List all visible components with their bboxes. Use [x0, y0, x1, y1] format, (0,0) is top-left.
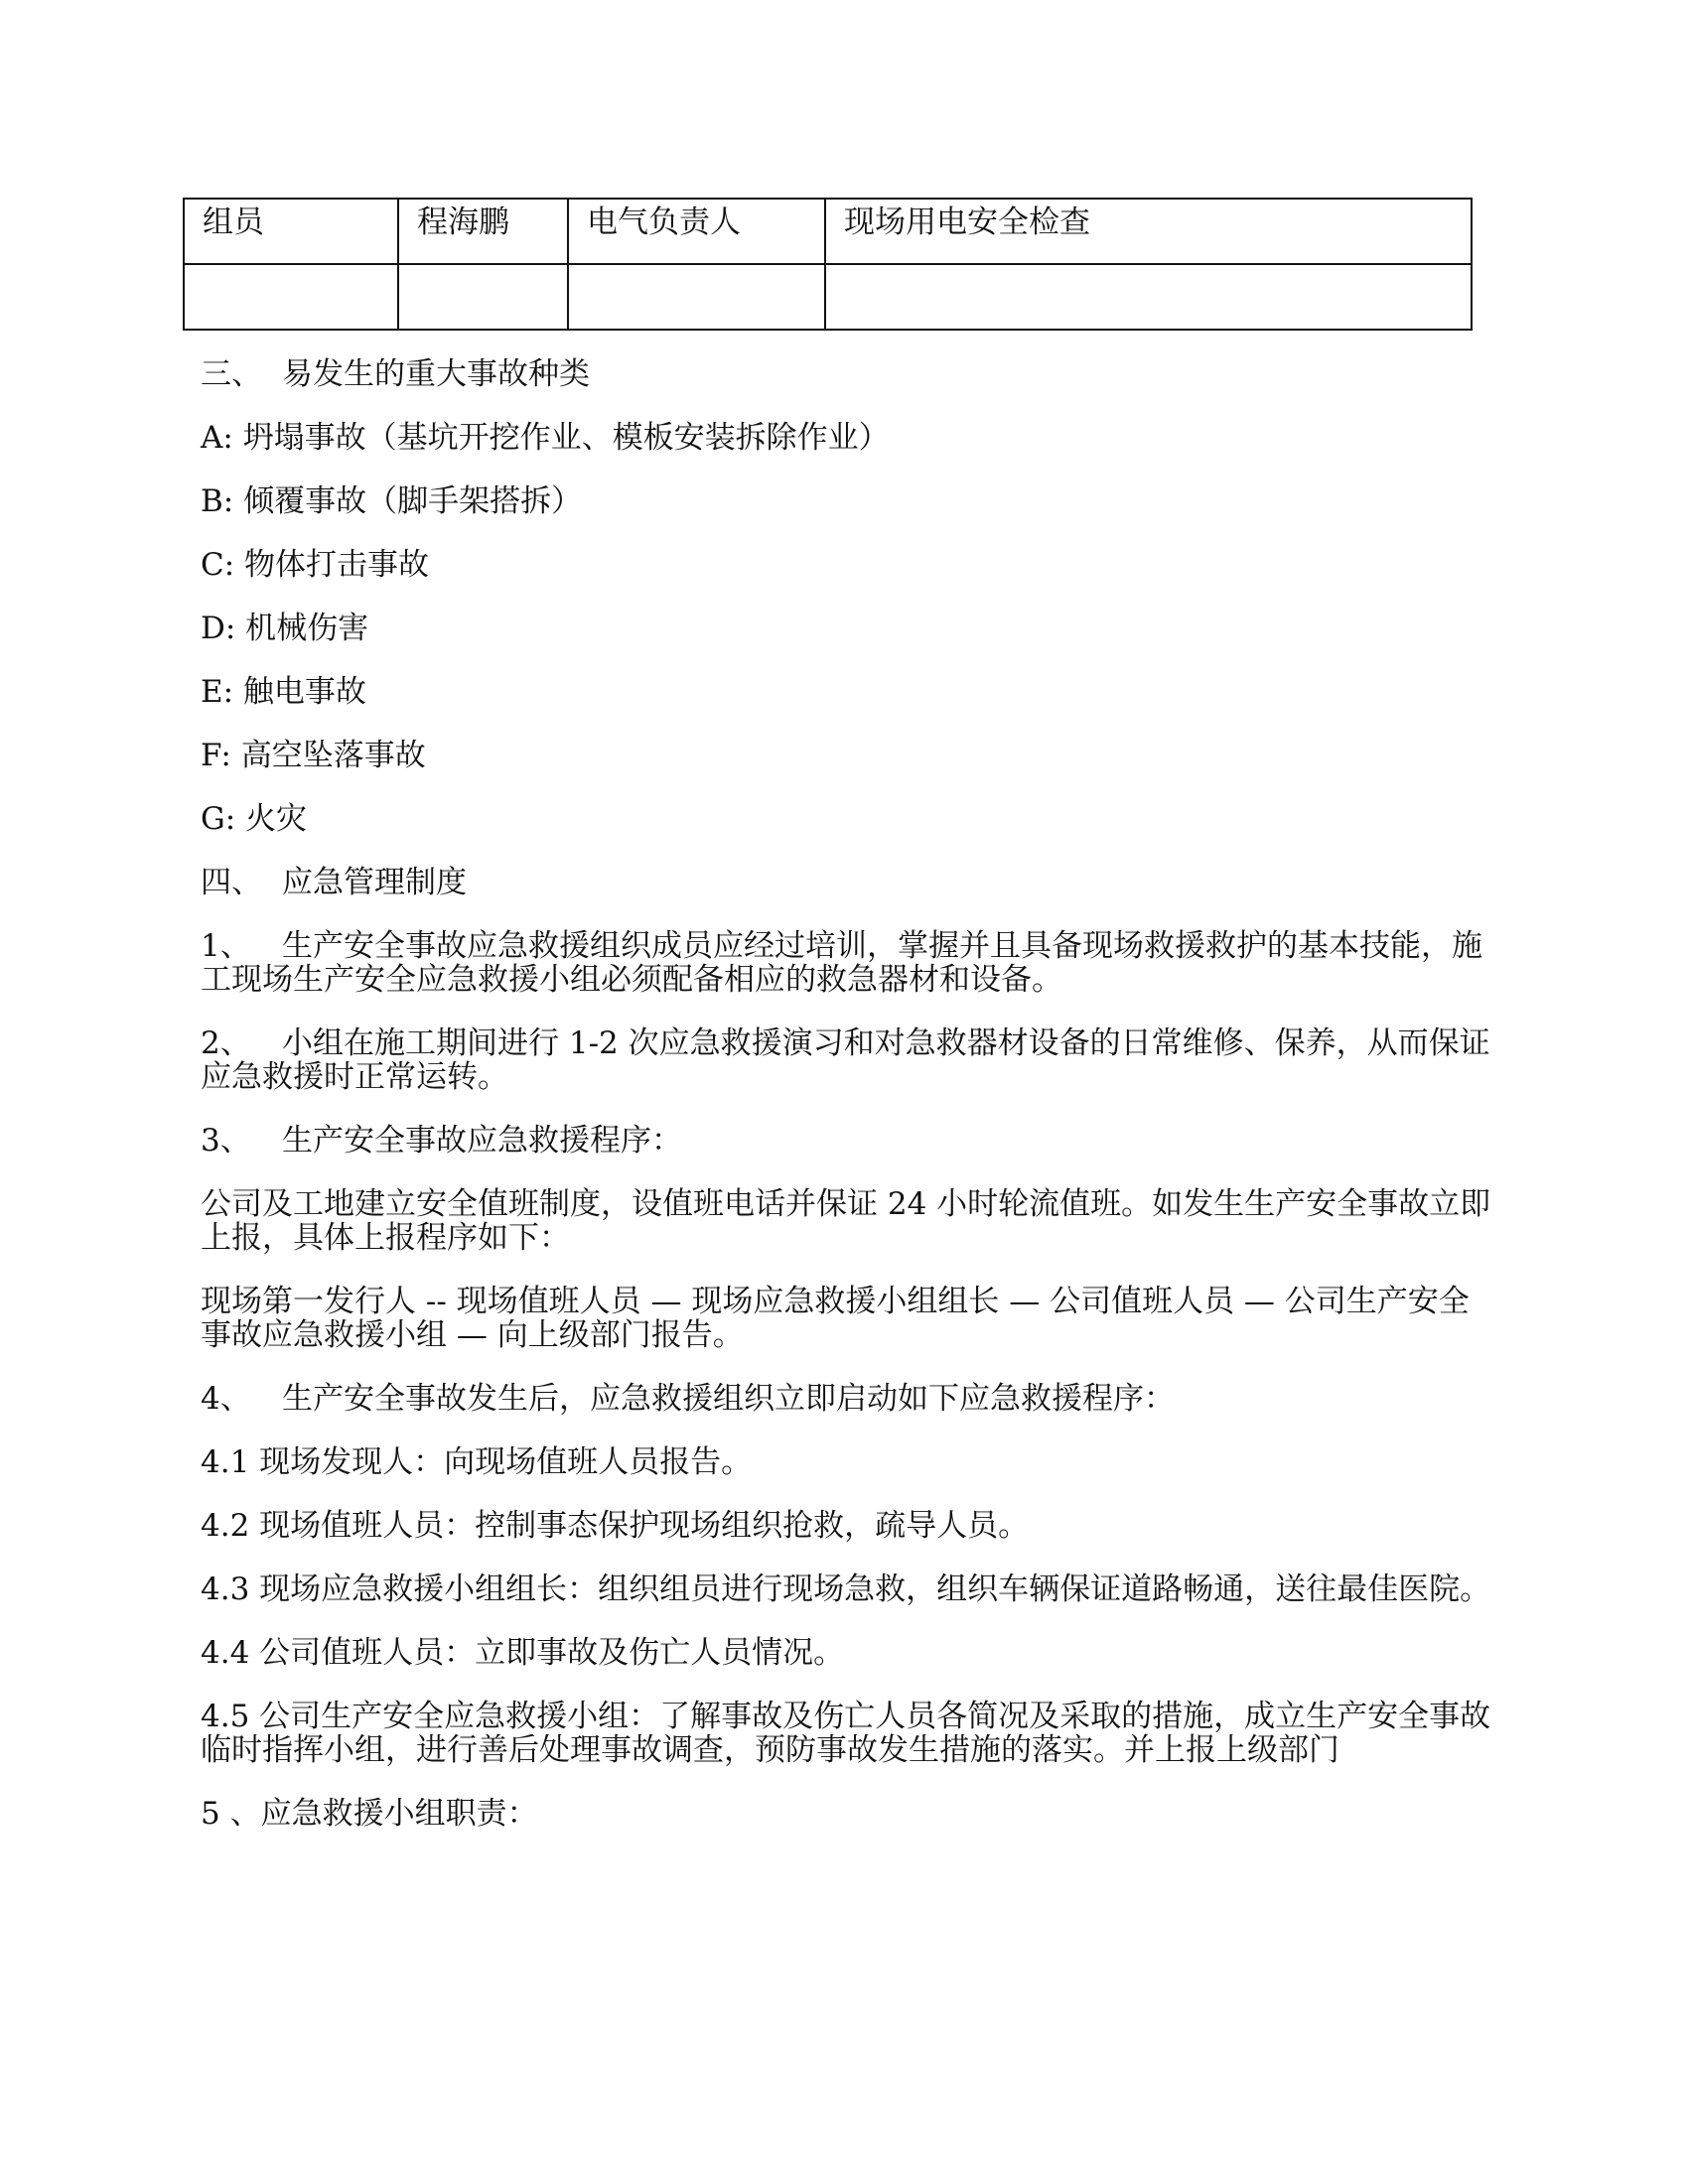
paragraph-text: 生产安全事故应急救援程序：	[282, 1123, 682, 1159]
section-heading-3	[201, 357, 1491, 391]
paragraph-4	[201, 1382, 1491, 1416]
table-cell-duty: 现场用电安全检查	[825, 199, 1472, 264]
accident-type-item: B: 倾覆事故（脚手架搭拆）	[201, 483, 583, 519]
table-cell-role: 组员	[184, 199, 398, 264]
accident-type-item: C: 物体打击事故	[201, 547, 430, 583]
procedure-step: 4.2 现场值班人员：控制事态保护现场组织抢救，疏导人员。	[201, 1508, 1030, 1544]
accident-type-item: F: 高空坠落事故	[201, 738, 426, 773]
section-title: 应急管理制度	[282, 865, 467, 900]
table-cell-name	[398, 264, 568, 330]
procedure-step: 4.4 公司值班人员：立即事故及伤亡人员情况。	[201, 1635, 845, 1671]
paragraph-2	[201, 1026, 1491, 1094]
paragraph-number: 2、	[201, 1025, 251, 1061]
table-row	[184, 199, 1472, 264]
table-cell-duty	[825, 264, 1472, 330]
section-number: 四、	[201, 865, 262, 900]
table-cell-position	[568, 264, 825, 330]
paragraph-1	[201, 929, 1491, 997]
accident-type-item: E: 触电事故	[201, 674, 366, 710]
accident-type-item: D: 机械伤害	[201, 611, 369, 646]
procedure-step: 4.1 现场发现人：向现场值班人员报告。	[201, 1444, 753, 1480]
table-cell-name: 程海鹏	[398, 199, 568, 264]
report-flow-paragraph: 现场第一发行人 -- 现场值班人员 — 现场应急救援小组组长 — 公司值班人员 — 公司生产安全事故应急救援小组 — 向上级部门报告。	[201, 1284, 1470, 1353]
duty-system-paragraph: 公司及工地建立安全值班制度，设值班电话并保证 24 小时轮流值班。如发生生产安全事故立即上报，具体上报程序如下：	[201, 1186, 1491, 1256]
staff-table	[183, 198, 1473, 331]
paragraph-5: 5 、应急救援小组职责：	[201, 1796, 538, 1832]
document-body	[201, 357, 1491, 1860]
paragraph-3	[201, 1124, 1491, 1158]
procedure-step: 4.3 现场应急救援小组组长：组织组员进行现场急救，组织车辆保证道路畅通，送往最佳医院。	[201, 1571, 1491, 1607]
paragraph-number: 4、	[201, 1381, 251, 1417]
table-row	[184, 264, 1472, 330]
section-number: 三、	[201, 356, 262, 392]
section-title: 易发生的重大事故种类	[282, 356, 590, 392]
accident-type-item: A: 坍塌事故（基坑开挖作业、模板安装拆除作业）	[201, 420, 890, 456]
table-cell-position: 电气负责人	[568, 199, 825, 264]
table-cell-role	[184, 264, 398, 330]
paragraph-text: 小组在施工期间进行 1-2 次应急救援演习和对急救器材设备的日常维修、保养，从而保证应急救援时正常运转。	[201, 1025, 1490, 1095]
paragraph-number: 1、	[201, 928, 251, 964]
accident-type-item: G: 火灾	[201, 801, 308, 837]
paragraph-text: 生产安全事故发生后，应急救援组织立即启动如下应急救援程序：	[282, 1381, 1175, 1417]
procedure-step: 4.5 公司生产安全应急救援小组：了解事故及伤亡人员各简况及采取的措施，成立生产安全事故临时指挥小组，进行善后处理事故调查，预防事故发生措施的落实。并上报上级部门	[201, 1699, 1491, 1768]
paragraph-text: 生产安全事故应急救援组织成员应经过培训，掌握并且具备现场救援救护的基本技能，施工现场生产安全应急救援小组必须配备相应的救急器材和设备。	[201, 928, 1482, 998]
section-heading-4	[201, 866, 1491, 899]
paragraph-number: 3、	[201, 1123, 251, 1159]
